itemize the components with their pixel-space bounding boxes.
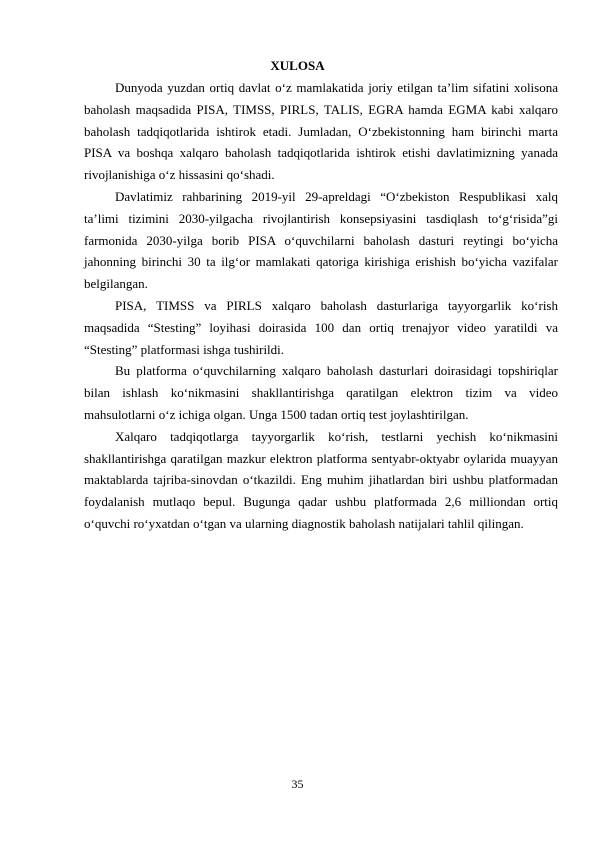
page-title: XULOSA bbox=[270, 58, 325, 73]
paragraph-4: Bu platforma oʻquvchilarning xalqaro baholash dasturlari doirasidagi topshiriqlar bilan ishlash koʻnikmasini shakllantirishga qaratilgan elektron tizim va video mahsulotlarni oʻz ichiga olgan. Unga 1500 tadan ortiq test joylashtirilgan. bbox=[84, 363, 558, 422]
page-number: 35 bbox=[291, 777, 304, 791]
document-body bbox=[84, 77, 558, 535]
paragraph-5: Xalqaro tadqiqotlarga tayyorgarlik koʻrish, testlarni yechish koʻnikmasini shakllantirishga qaratilgan mazkur elektron platforma sentyabr-oktyabr oylarida muayyan maktablarda tajriba-sinovdan oʻtkazildi. Eng muhim jihatlardan biri ushbu platformadan foydalanish mutlaqo bepul. Bugunga qadar ushbu platformada 2,6 milliondan ortiq oʻquvchi roʻyxatdan oʻtgan va ularning diagnostik baholash natijalari tahlil qilingan. bbox=[84, 428, 558, 531]
paragraph-3: PISA, TIMSS va PIRLS xalqaro baholash dasturlariga tayyorgarlik koʻrish maqsadida “Stesting” loyihasi doirasida 100 dan ortiq trenajyor video yaratildi va “Stesting” platformasi ishga tushirildi. bbox=[84, 297, 558, 357]
paragraph-2: Davlatimiz rahbarining 2019-yil 29-apreldagi “Oʻzbekiston Respublikasi xalq taʼlimi tizimini 2030-yilgacha rivojlantirish konsepsiyasini tasdiqlash toʻgʻrisida”gi farmonida 2030-yilga borib PISA oʻquvchilarni baholash dasturi reytingi boʻyicha jahonning birinchi 30 ta ilgʻor mamlakati qatoriga kirishiga erishish boʻyicha vazifalar belgilangan. bbox=[84, 188, 558, 292]
paragraph-1: Dunyoda yuzdan ortiq davlat oʻz mamlakatida joriy etilgan taʼlim sifatini xolisona baholash maqsadida PISA, TIMSS, PIRLS, TALIS, EGRA hamda EGMA kabi xalqaro baholash tadqiqotlarida ishtirok etadi. Jumladan, Oʻzbekistonning ham birinchi marta PISA va boshqa xalqaro baholash tadqiqotlarida ishtirok etishi davlatimizning yanada rivojlanishiga o‘z hissasini qo‘shadi. bbox=[84, 80, 558, 183]
